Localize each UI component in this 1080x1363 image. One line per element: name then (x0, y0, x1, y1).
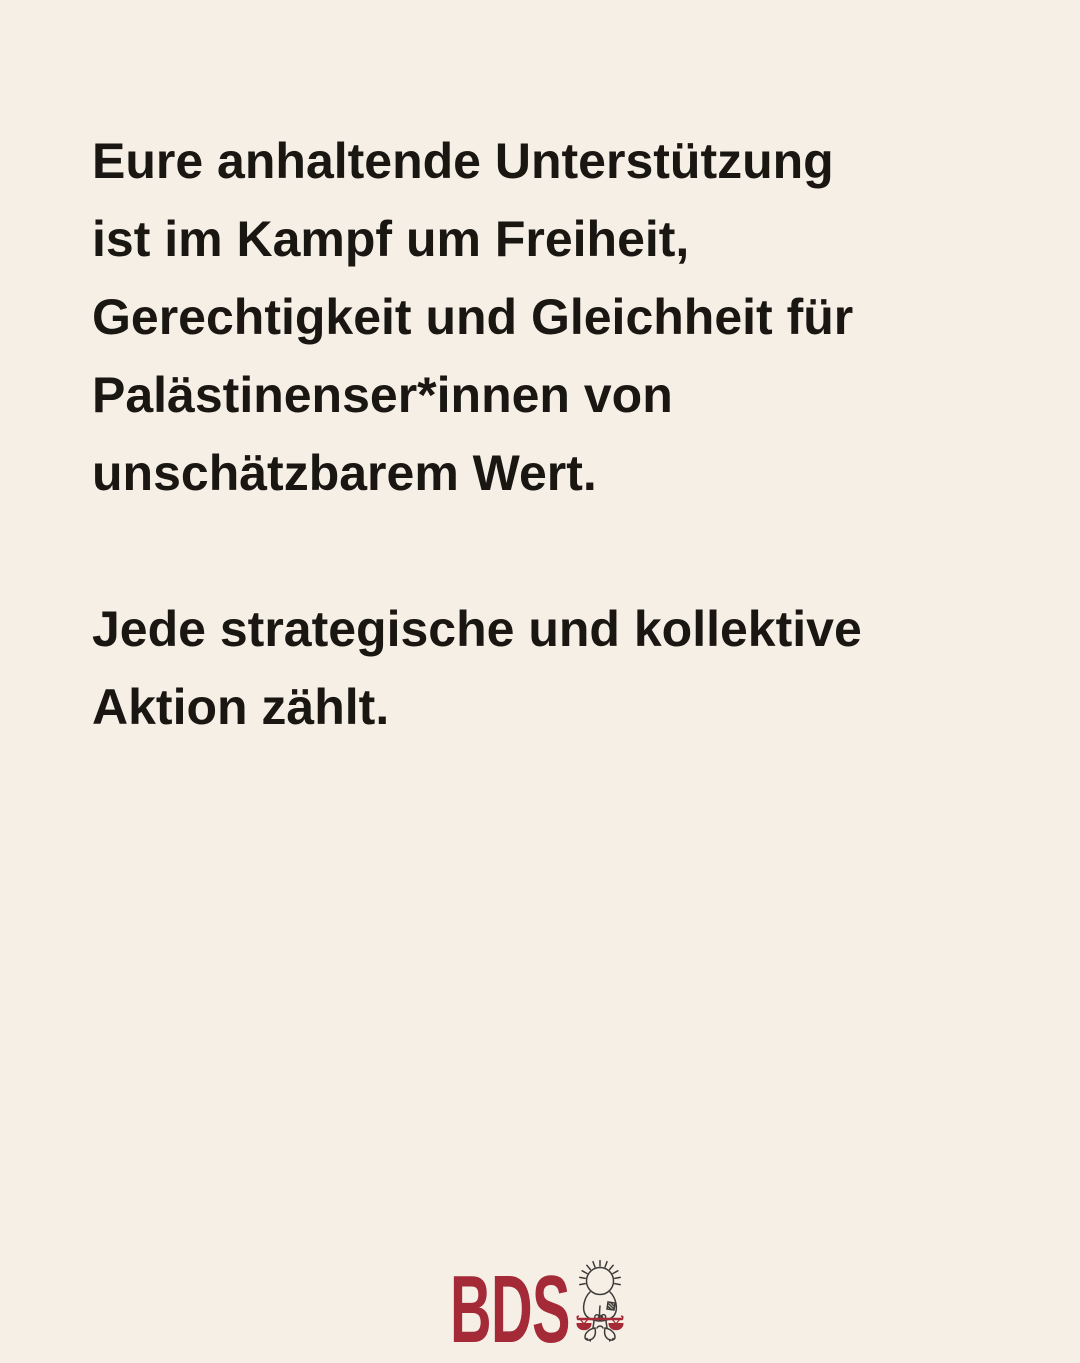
message-line: Jede strategische und kollektive (92, 590, 1020, 668)
action-paragraph (92, 590, 1020, 746)
message-text (92, 122, 1020, 746)
bds-logo-text: BDS (450, 1274, 570, 1346)
message-line: ist im Kampf um Freiheit, (92, 200, 1020, 278)
handala-with-scales-icon (570, 1256, 630, 1348)
message-line: Eure anhaltende Unterstützung (92, 122, 1020, 200)
message-line: Palästinenser*innen von (92, 356, 1020, 434)
message-line: unschätzbarem Wert. (92, 434, 1020, 512)
message-line: Gerechtigkeit und Gleichheit für (92, 278, 1020, 356)
bds-logo (450, 1256, 630, 1346)
scales-of-justice-icon (577, 1316, 623, 1330)
bds-wordmark (450, 1274, 568, 1346)
message-line: Aktion zählt. (92, 668, 1020, 746)
support-paragraph (92, 122, 1020, 512)
